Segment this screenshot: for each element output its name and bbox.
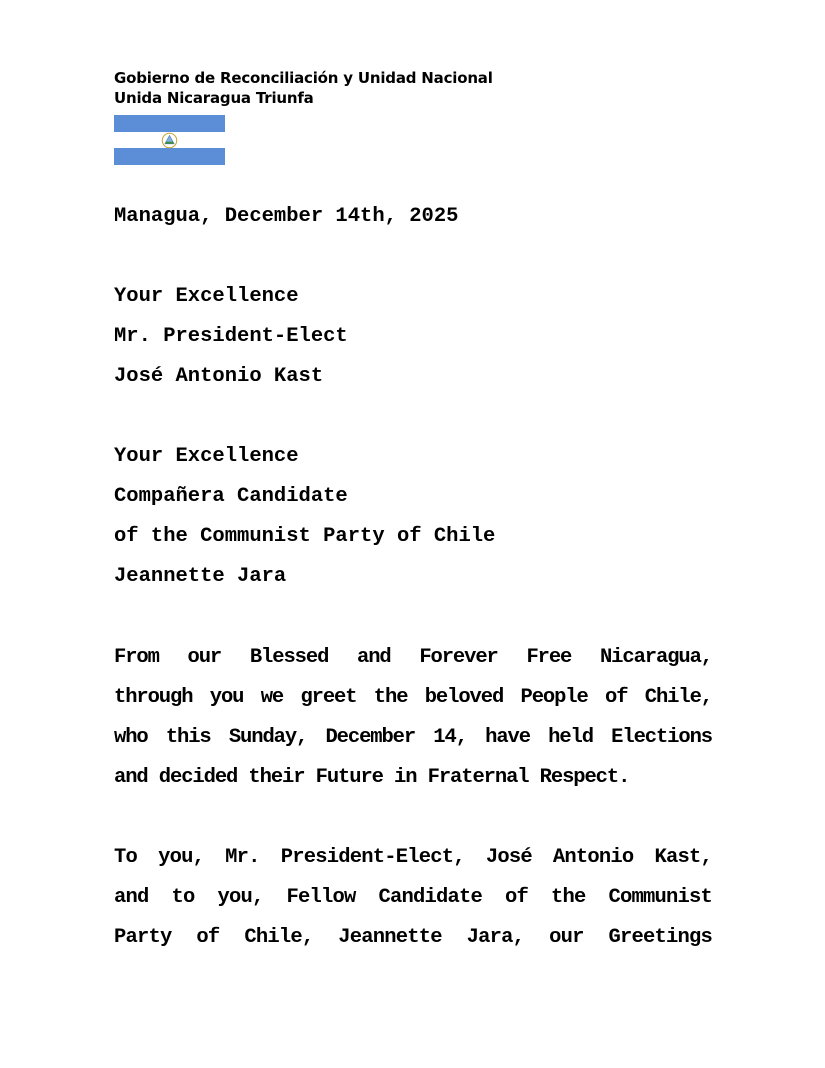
recipient-block-jara <box>114 437 712 597</box>
coat-of-arms-icon <box>161 132 178 149</box>
recipient-jara-title: Compañera Candidate <box>114 485 348 508</box>
paragraph2-line: To you, Mr. President-Elect, José Antonio Kast, <box>114 846 712 869</box>
flag-bottom-band <box>114 148 225 165</box>
paragraph1-line: who this Sunday, December 14, have held Elections <box>114 726 712 749</box>
date-line: Managua, December 14th, 2025 <box>114 205 459 228</box>
recipient-kast-name: José Antonio Kast <box>114 365 324 388</box>
paragraph-greeting-people <box>114 638 712 798</box>
recipient-jara-name: Jeannette Jara <box>114 565 287 588</box>
flag-middle-band <box>114 132 225 149</box>
letterhead-line-government: Gobierno de Reconciliación y Unidad Nacional <box>114 69 493 87</box>
paragraph2-line: Party of Chile, Jeannette Jara, our Greetings <box>114 926 712 949</box>
recipient-kast-salutation: Your Excellence <box>114 285 299 308</box>
paragraph1-line: From our Blessed and Forever Free Nicaragua, <box>114 646 712 669</box>
nicaragua-flag-icon <box>114 115 225 165</box>
letterhead <box>114 68 493 108</box>
recipient-kast-title: Mr. President-Elect <box>114 325 348 348</box>
paragraph1-line: through you we greet the beloved People of Chile, <box>114 686 712 709</box>
flag-top-band <box>114 115 225 132</box>
letterhead-line-slogan: Unida Nicaragua Triunfa <box>114 89 314 107</box>
recipient-jara-salutation: Your Excellence <box>114 445 299 468</box>
recipient-jara-party: of the Communist Party of Chile <box>114 525 496 548</box>
paragraph1-line: and decided their Future in Fraternal Respect. <box>114 766 630 789</box>
paragraph-greeting-candidates <box>114 838 712 958</box>
paragraph2-line: and to you, Fellow Candidate of the Communist <box>114 886 712 909</box>
recipient-block-kast <box>114 277 712 397</box>
